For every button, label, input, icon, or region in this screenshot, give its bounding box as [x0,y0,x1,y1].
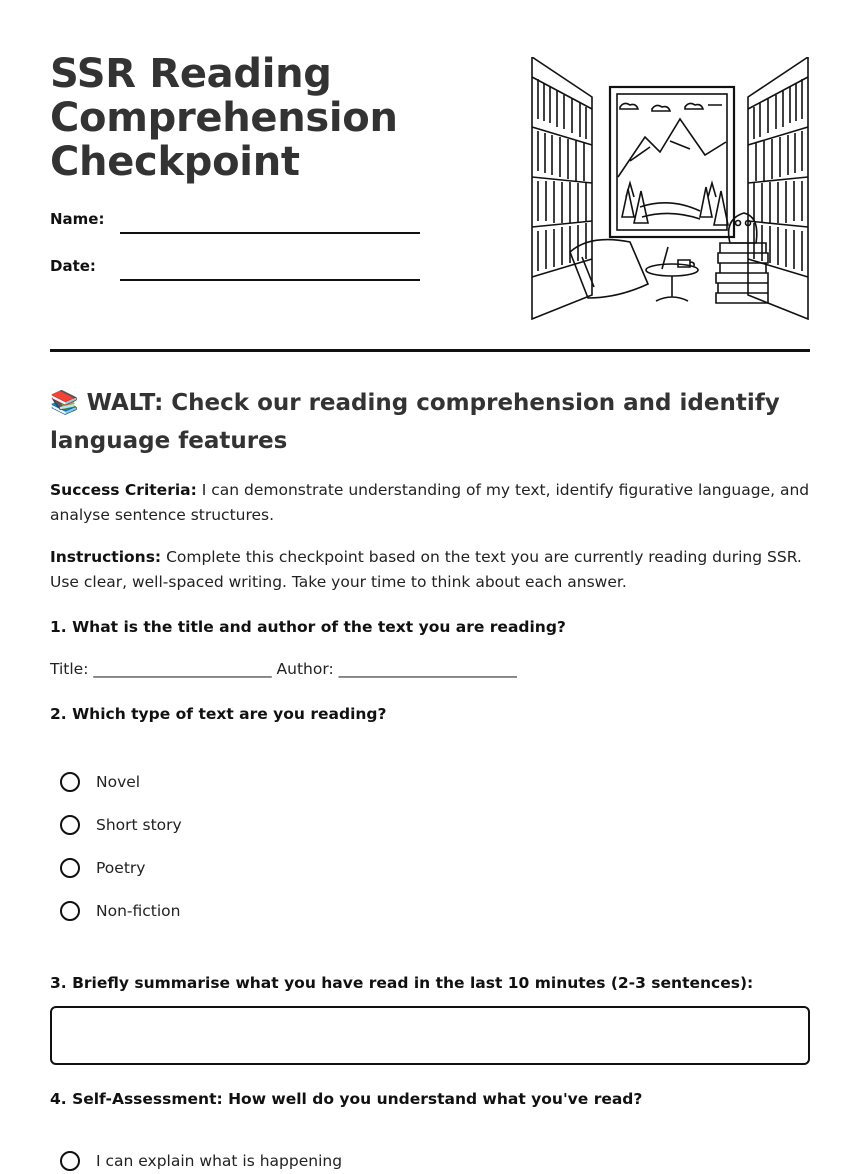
question-2: 2. Which type of text are you reading? [50,705,387,723]
question-1: 1. What is the title and author of the text you are reading? [50,618,566,636]
success-criteria-text: I can demonstrate understanding of my text, identify figurative language, and analyse sentence structures. [50,481,810,524]
option-label: Non-fiction [96,902,181,920]
instructions-label: Instructions: [50,548,162,566]
date-input-line[interactable] [120,265,420,281]
instructions-text: Complete this checkpoint based on the text you are currently reading during SSR. Use clear, well-spaced writing. Take your time to think about each answer. [50,548,802,591]
option-non-fiction[interactable] [60,898,180,924]
title-author-answer-line[interactable]: Title: _______________________ Author: _______________________ [50,660,517,678]
date-label: Date: [50,257,96,275]
option-can-explain[interactable] [60,1148,342,1174]
reading-nook-illustration [530,57,810,320]
option-label: Novel [96,773,141,791]
instructions [50,545,810,595]
name-label: Name: [50,210,105,228]
books-icon: 📚 [50,390,79,416]
option-label: I can explain what is happening [96,1152,343,1170]
radio-button[interactable] [60,1151,80,1171]
walt-text: WALT: Check our reading comprehension and identify language features [50,390,780,454]
option-label: Short story [96,816,182,834]
page-title: SSR Reading Comprehension Checkpoint [50,51,398,185]
success-criteria [50,478,810,528]
radio-button[interactable] [60,858,80,878]
summary-answer-box[interactable] [50,1006,810,1065]
radio-button[interactable] [60,815,80,835]
worksheet-header [50,0,810,352]
question-4: 4. Self-Assessment: How well do you understand what you've read? [50,1090,643,1108]
walt-heading [50,384,810,460]
option-label: Poetry [96,859,146,877]
radio-button[interactable] [60,901,80,921]
option-novel[interactable] [60,769,140,795]
option-short-story[interactable] [60,812,182,838]
worksheet-page [50,0,810,1170]
option-poetry[interactable] [60,855,145,881]
success-criteria-label: Success Criteria: [50,481,197,499]
question-3: 3. Briefly summarise what you have read in the last 10 minutes (2-3 sentences): [50,974,754,992]
radio-button[interactable] [60,772,80,792]
name-input-line[interactable] [120,218,420,234]
